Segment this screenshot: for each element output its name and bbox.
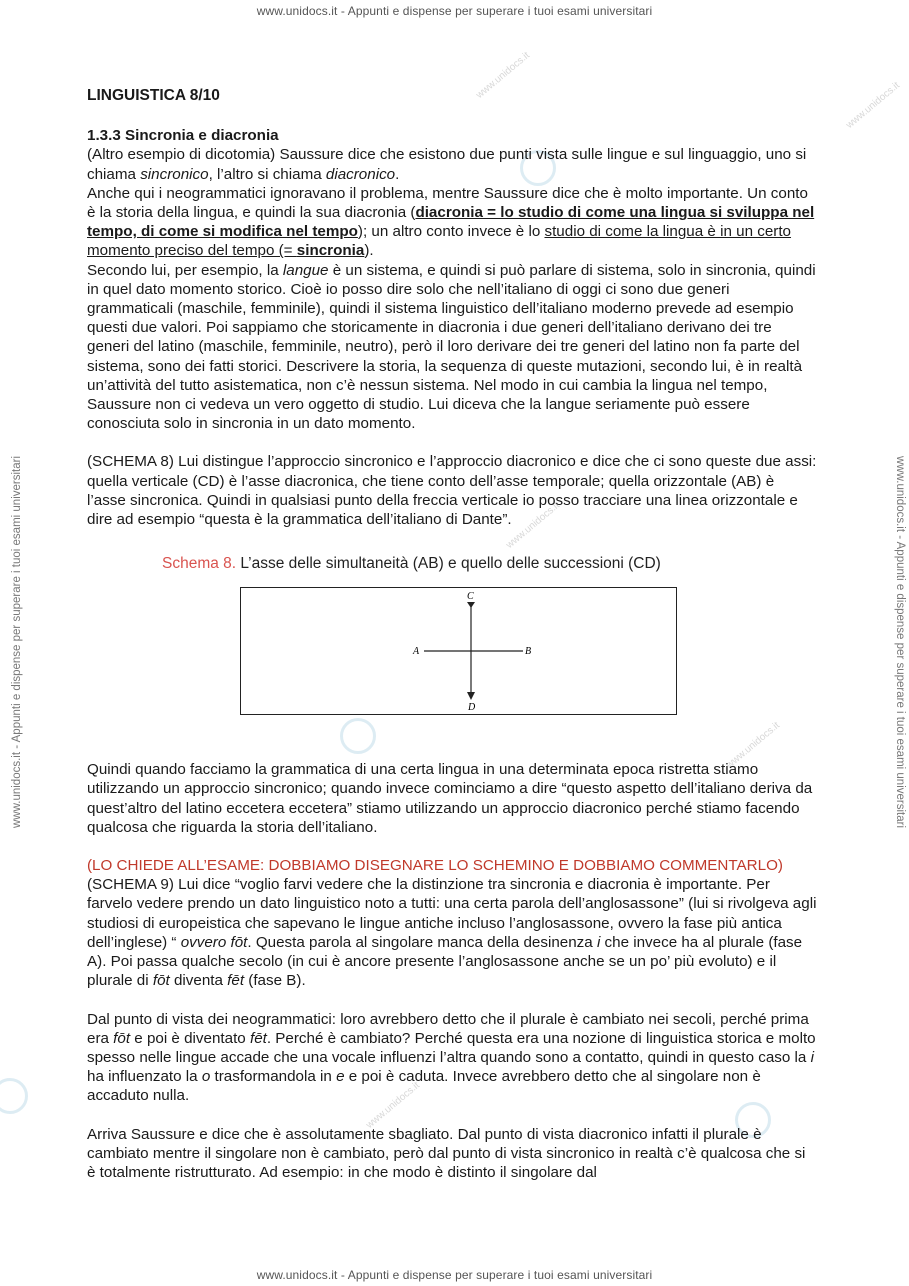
schema-8-diagram [240,587,677,715]
figure-label: Schema 8. [162,555,237,572]
text-run: sincronico [140,165,209,183]
paragraph [87,184,817,261]
arrow-d-icon [467,692,475,700]
paragraph: Dal punto di vista dei neogrammatici: loro avrebbero detto che il plurale è cambiato nei secoli, perché prima era fōt e poi è diventato fēt. Perché è cambiato? Perché questa era una nozione di linguistica storica e molto spesso nelle lingue accade che una vocale influenzi l’altra quando sono a contatto, quindi in questo caso la i ha influenzato la o trasformandola in e e poi è caduta. Invece avrebbero detto che al singolare non è accaduto nulla. [87,1010,816,1105]
paragraph: Quindi quando facciamo la grammatica di una certa lingua in una determinata epoca ristretta stiamo utilizzando un approccio sincronico; quando invece cominciamo a dire “questo aspetto dell’italiano deriva da quest’altro del latino eccetera eccetera” stiamo utilizzando un approccio diacronico perché stiamo facendo qualcosa che riguarda la storia dell’italiano. [87,761,813,836]
text-run: (Altro esempio di dicotomia) Saussure dice che esistono due punti vista sulle lingue e sul linguaggio, uno si chiama [87,146,807,183]
right-side-banner[interactable]: www.unidocs.it - Appunti e dispense per superare i tuoi esami universitari [894,455,906,829]
text-run: . [395,165,400,183]
text-run: , l’altro si chiama [208,165,326,183]
label-d: D [468,702,476,713]
watermark-logo-icon [0,1078,28,1114]
top-banner[interactable]: www.unidocs.it - Appunti e dispense per superare i tuoi esami universitari [256,4,653,18]
document-title: LINGUISTICA 8/10 [87,87,220,104]
text-run: langue [282,261,329,279]
arrow-c-icon [467,602,475,608]
label-a: A [413,646,420,657]
diacronia-definition: diacronia = lo studio di come una lingua si sviluppa nel tempo, di come si modifica nel tempo [87,204,815,241]
figure-caption-text: L’asse delle simultaneità (AB) e quello delle successioni (CD) [236,555,661,572]
text-run: Secondo lui, per esempio, la [87,261,283,279]
bottom-banner[interactable]: www.unidocs.it - Appunti e dispense per superare i tuoi esami universitari [256,1268,653,1282]
figure-caption [162,555,661,573]
paragraph [87,261,817,434]
paragraph: (SCHEMA 8) Lui distingue l’approccio sincronico e l’approccio diacronico e dice che ci sono queste due assi: quella verticale (CD) è l’asse diacronica, che tiene conto dell’asse temporale; quella orizzontale (AB) è l’asse sincronica. Quindi in qualsiasi punto della freccia verticale io posso tracciare una linea orizzontale e dire ad esempio “questa è la grammatica dell’italiano di Dante”. [87,453,817,529]
text-run: diacronico [325,165,396,183]
paragraph: (SCHEMA 9) Lui dice “voglio farvi vedere che la distinzione tra sincronia e diacronia è importante. Per farvelo vedere prendo un dato linguistico noto a tutti: una certa parola dell’anglosassone” (lui si rivolgeva agli studiosi di europeistica che sapevano le lingue antiche incluso l’anglosassone, ovvero la fase più antica dell’inglese) “ ovvero fōt. Questa parola al singolare manca della desinenza i che invece ha al plurale (fase A). Poi passa qualche secolo (in cui è ancore presente l’anglosassone anche se un po’ più evoluto) e il plurale di fōt diventa fēt (fase B). [87,876,817,990]
paragraph: Arriva Saussure e dice che è assolutamente sbagliato. Dal punto di vista diacronico infatti il plurale è cambiato mentre il singolare non è cambiato, però dal punto di vista sincronico in realtà c’è qualcosa che si è totalmente ristrutturato. Ad esempio: in che modo è distinto il singolare dal [87,1125,806,1181]
watermark-text: www.unidocs.it [844,80,902,131]
text-run: ); un altro conto invece è lo [357,223,545,241]
exam-note: (LO CHIEDE ALL’ESAME: DOBBIAMO DISEGNARE LO SCHEMINO E DOBBIAMO COMMENTARLO) [87,857,783,875]
section-title: 1.3.3 Sincronia e diacronia [87,127,279,145]
text-run: Anche qui i neogrammatici ignoravano il problema, mentre Saussure dice che è molto importante. Un conto è la storia della lingua, e quindi la sua diacronia ( [87,184,808,222]
watermark-text: www.unidocs.it [474,50,532,101]
watermark-text: www.unidocs.it [504,500,562,551]
label-c: C [467,591,474,602]
paragraph [87,145,817,183]
text-run: ). [364,242,374,260]
left-side-banner[interactable]: www.unidocs.it - Appunti e dispense per superare i tuoi esami universitari [11,455,23,829]
watermark-text: www.unidocs.it [364,1080,422,1131]
label-b: B [525,646,532,657]
text-run: è un sistema, e quindi si può parlare di sistema, solo in sincronia, quindi in quel dato momento storico. Cioè io posso dire solo che nell’italiano di oggi ci sono due generi grammaticali (maschile, femminile), quindi il sistema linguistico dell’italiano moderno prevede ad esempio questi due valori. Poi sappiamo che storicamente in diacronia i due generi dell’italiano derivano dei tre generi del latino (maschile, femminile, neutro), però il loro derivare dei tre generi del latino non fa parte del sistema, sono dei fatti storici. Descrivere la storia, la sequenza di queste mutazioni, secondo lui, è in realtà un’attività del tutto asistematica, non c’è nessun sistema. Nel modo in cui cambia la lingua nel tempo, Saussure non ci vedeva un vero oggetto di studio. Lui diceva che la langue seriamente può essere conosciuta solo in sincronia in un dato momento. [87,261,816,433]
sincronia-definition: studio di come la lingua è in un certo momento preciso del tempo (= sincronia [87,223,792,260]
watermark-text: www.unidocs.it [724,720,782,771]
